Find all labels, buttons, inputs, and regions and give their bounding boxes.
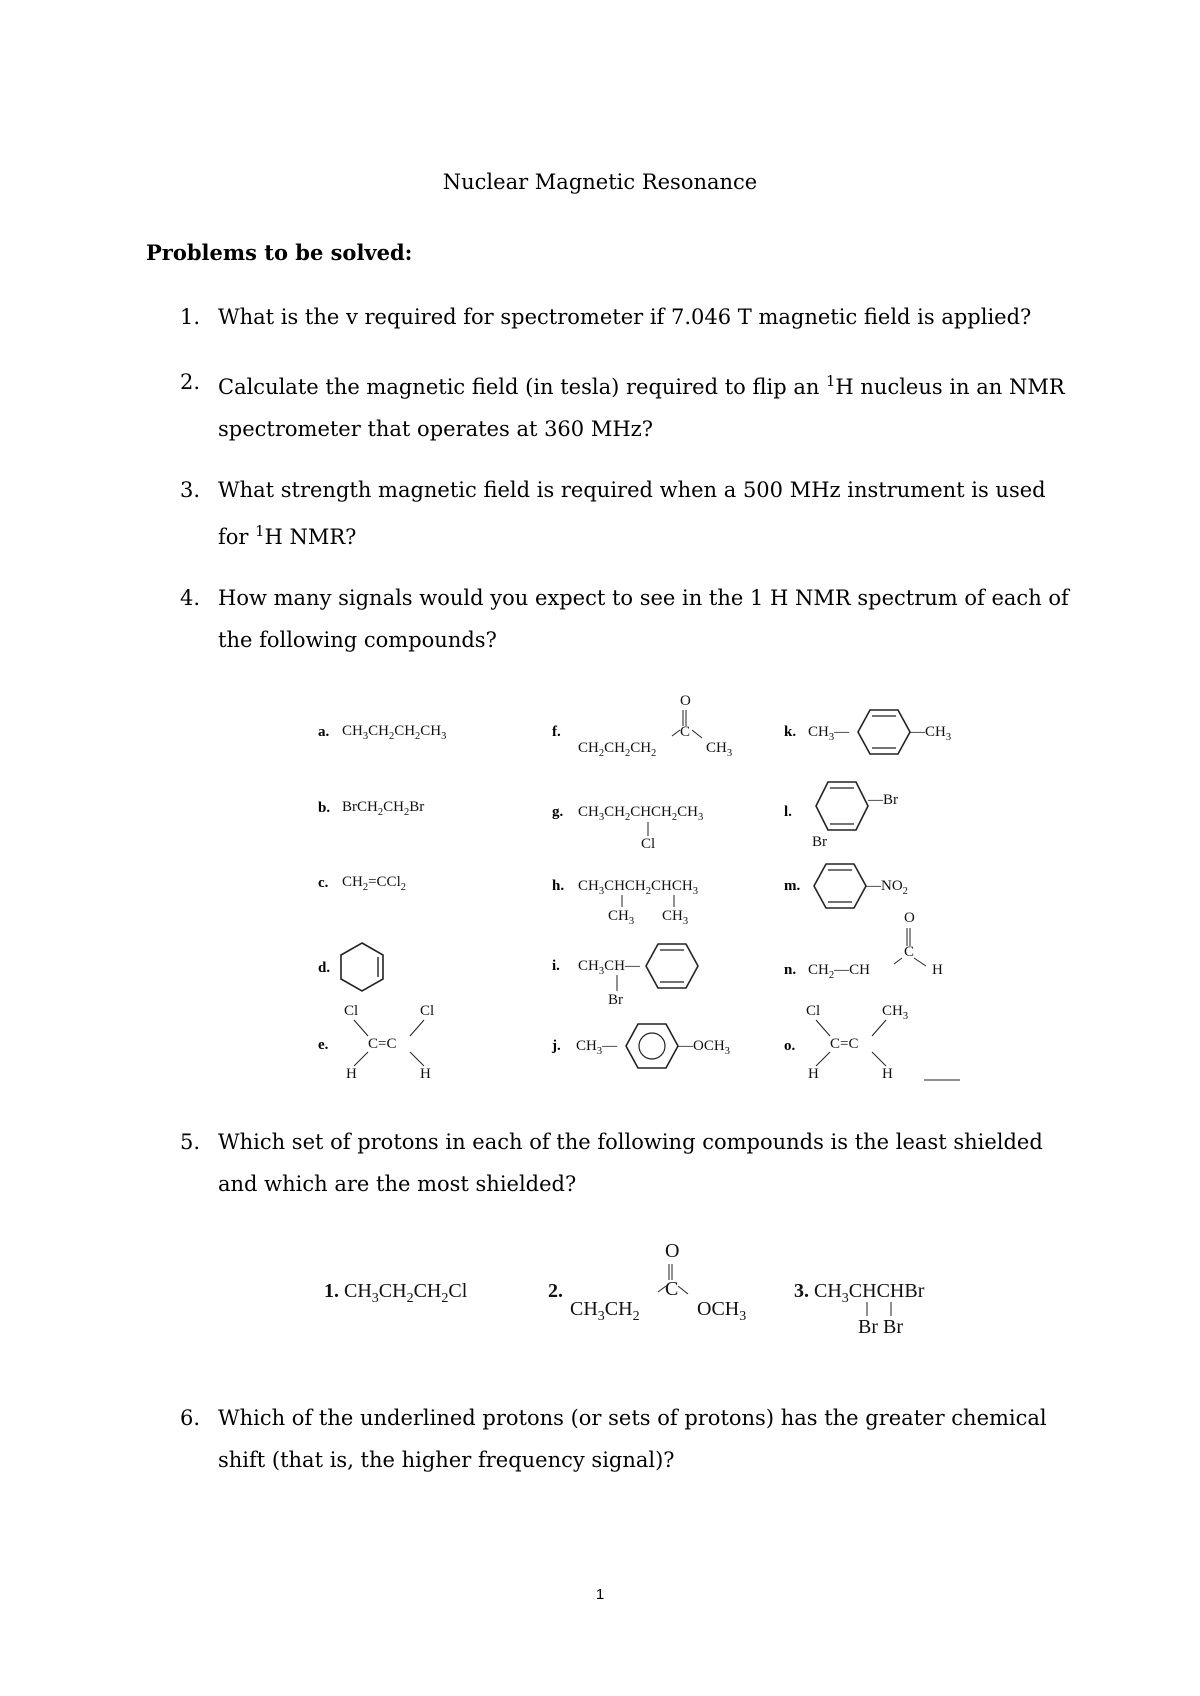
page-title: Nuclear Magnetic Resonance <box>442 170 758 194</box>
compound-j-ring <box>624 1022 680 1070</box>
compound-f-methyl: $CH_3$ <box>706 740 733 759</box>
compound-g-substituent: Cl <box>641 836 656 852</box>
compound-o-label: o. <box>784 1038 796 1054</box>
question-3-number: 3. <box>180 478 201 502</box>
section-heading: Problems to be solved: <box>146 240 413 265</box>
compound-n-label: n. <box>784 962 797 978</box>
compound-j-left: $CH_3—$ <box>576 1038 618 1057</box>
compound-k-ring <box>856 708 912 756</box>
compound-i-label: i. <box>552 958 560 974</box>
compound-l-ring <box>814 778 870 838</box>
question-4-number: 4. <box>180 586 201 610</box>
question-5-number: 5. <box>180 1130 201 1154</box>
compound-h-substituent-1: $CH_3$ <box>608 908 635 927</box>
compound-j-right: $—OCH_3$ <box>678 1038 730 1057</box>
q5-compound-2-chain: $CH_3CH_2$ <box>570 1298 640 1324</box>
question-6-text: Which of the underlined protons (or sets of protons) has the greater chemical shift (that is, the higher frequency signal)? <box>218 1406 1047 1472</box>
compound-e-label: e. <box>318 1037 329 1053</box>
question-2-number: 2. <box>180 370 201 394</box>
compound-l-substituent-1: —Br <box>868 792 898 808</box>
q5-compound-2-carbon: C <box>665 1278 679 1300</box>
compound-n-hydrogen: H <box>932 962 943 978</box>
compound-i-substituent: Br <box>608 992 623 1008</box>
compound-j-label: j. <box>552 1038 561 1054</box>
compound-h-label: h. <box>552 878 565 894</box>
compound-k-left: $CH_3—$ <box>808 724 850 743</box>
compound-n-carbon: C <box>904 944 915 960</box>
compound-a-formula: $CH_3CH_2CH_2CH_3$ <box>342 723 447 742</box>
compound-k-label: k. <box>784 724 797 740</box>
q5-compound-2-ester: $OCH_3$ <box>697 1298 747 1324</box>
compound-n-oxygen: O <box>904 910 915 926</box>
q5-compound-2-label: 2. <box>548 1280 563 1302</box>
compound-i-formula: $CH_3CH—$ <box>578 958 640 977</box>
compound-c-label: c. <box>318 875 329 891</box>
q5-compound-1: 1. $CH_3CH_2CH_2Cl$ <box>324 1280 468 1306</box>
compound-m-substituent: $—NO_2$ <box>866 878 908 897</box>
compound-d-label: d. <box>318 960 331 976</box>
compound-h-substituent-2: $CH_3$ <box>662 908 689 927</box>
compound-b-label: b. <box>318 800 331 816</box>
q5-compound-3-substituents: Br Br <box>858 1316 903 1338</box>
compound-l-label: l. <box>784 804 792 820</box>
compound-h-formula: $CH_3CHCH_2CHCH_3$ <box>578 878 698 897</box>
question-2-text: Calculate the magnetic field (in tesla) required to flip an $^1$H nucleus in an NMR spectrometer that operates at 360 MHz? <box>218 373 1065 441</box>
compound-f-chain: $CH_2CH_2CH_2$ <box>578 740 657 759</box>
question-1-text: What is the v required for spectrometer if 7.046 T magnetic field is applied? <box>218 305 1032 329</box>
compound-m-ring <box>812 862 868 910</box>
compound-n-formula: $CH_2—CH$ <box>808 962 870 981</box>
compound-i-ring <box>644 942 700 990</box>
compound-d-ring <box>338 941 386 993</box>
compound-b-formula: $BrCH_2CH_2Br$ <box>342 799 425 818</box>
q5-compound-3: 3. $CH_3CHCHBr$ <box>794 1280 925 1306</box>
compound-g-label: g. <box>552 804 564 820</box>
compound-l-substituent-2: Br <box>812 834 827 850</box>
q5-compound-2-oxygen: O <box>665 1240 680 1262</box>
page-number: 1 <box>595 1586 605 1603</box>
compound-c-formula: $CH_2=CCl_2$ <box>342 874 406 893</box>
question-6-number: 6. <box>180 1406 201 1430</box>
compound-a-label: a. <box>318 724 330 740</box>
compound-f-label: f. <box>552 724 561 740</box>
question-4-text: How many signals would you expect to see in the 1 H NMR spectrum of each of the following compounds? <box>218 586 1069 652</box>
compound-m-label: m. <box>784 878 801 894</box>
underline-mark <box>924 1078 960 1082</box>
compound-k-right: $—CH_3$ <box>910 724 952 743</box>
compound-o-methyl: $CH_3$ <box>882 1003 909 1022</box>
question-5-text: Which set of protons in each of the following compounds is the least shielded and which are the most shielded? <box>218 1130 1043 1196</box>
question-1-number: 1. <box>180 305 201 329</box>
question-3-text: What strength magnetic field is required when a 500 MHz instrument is used for $^1$H NMR? <box>218 478 1046 549</box>
compound-g-formula: $CH_3CH_2CHCH_2CH_3$ <box>578 804 704 823</box>
